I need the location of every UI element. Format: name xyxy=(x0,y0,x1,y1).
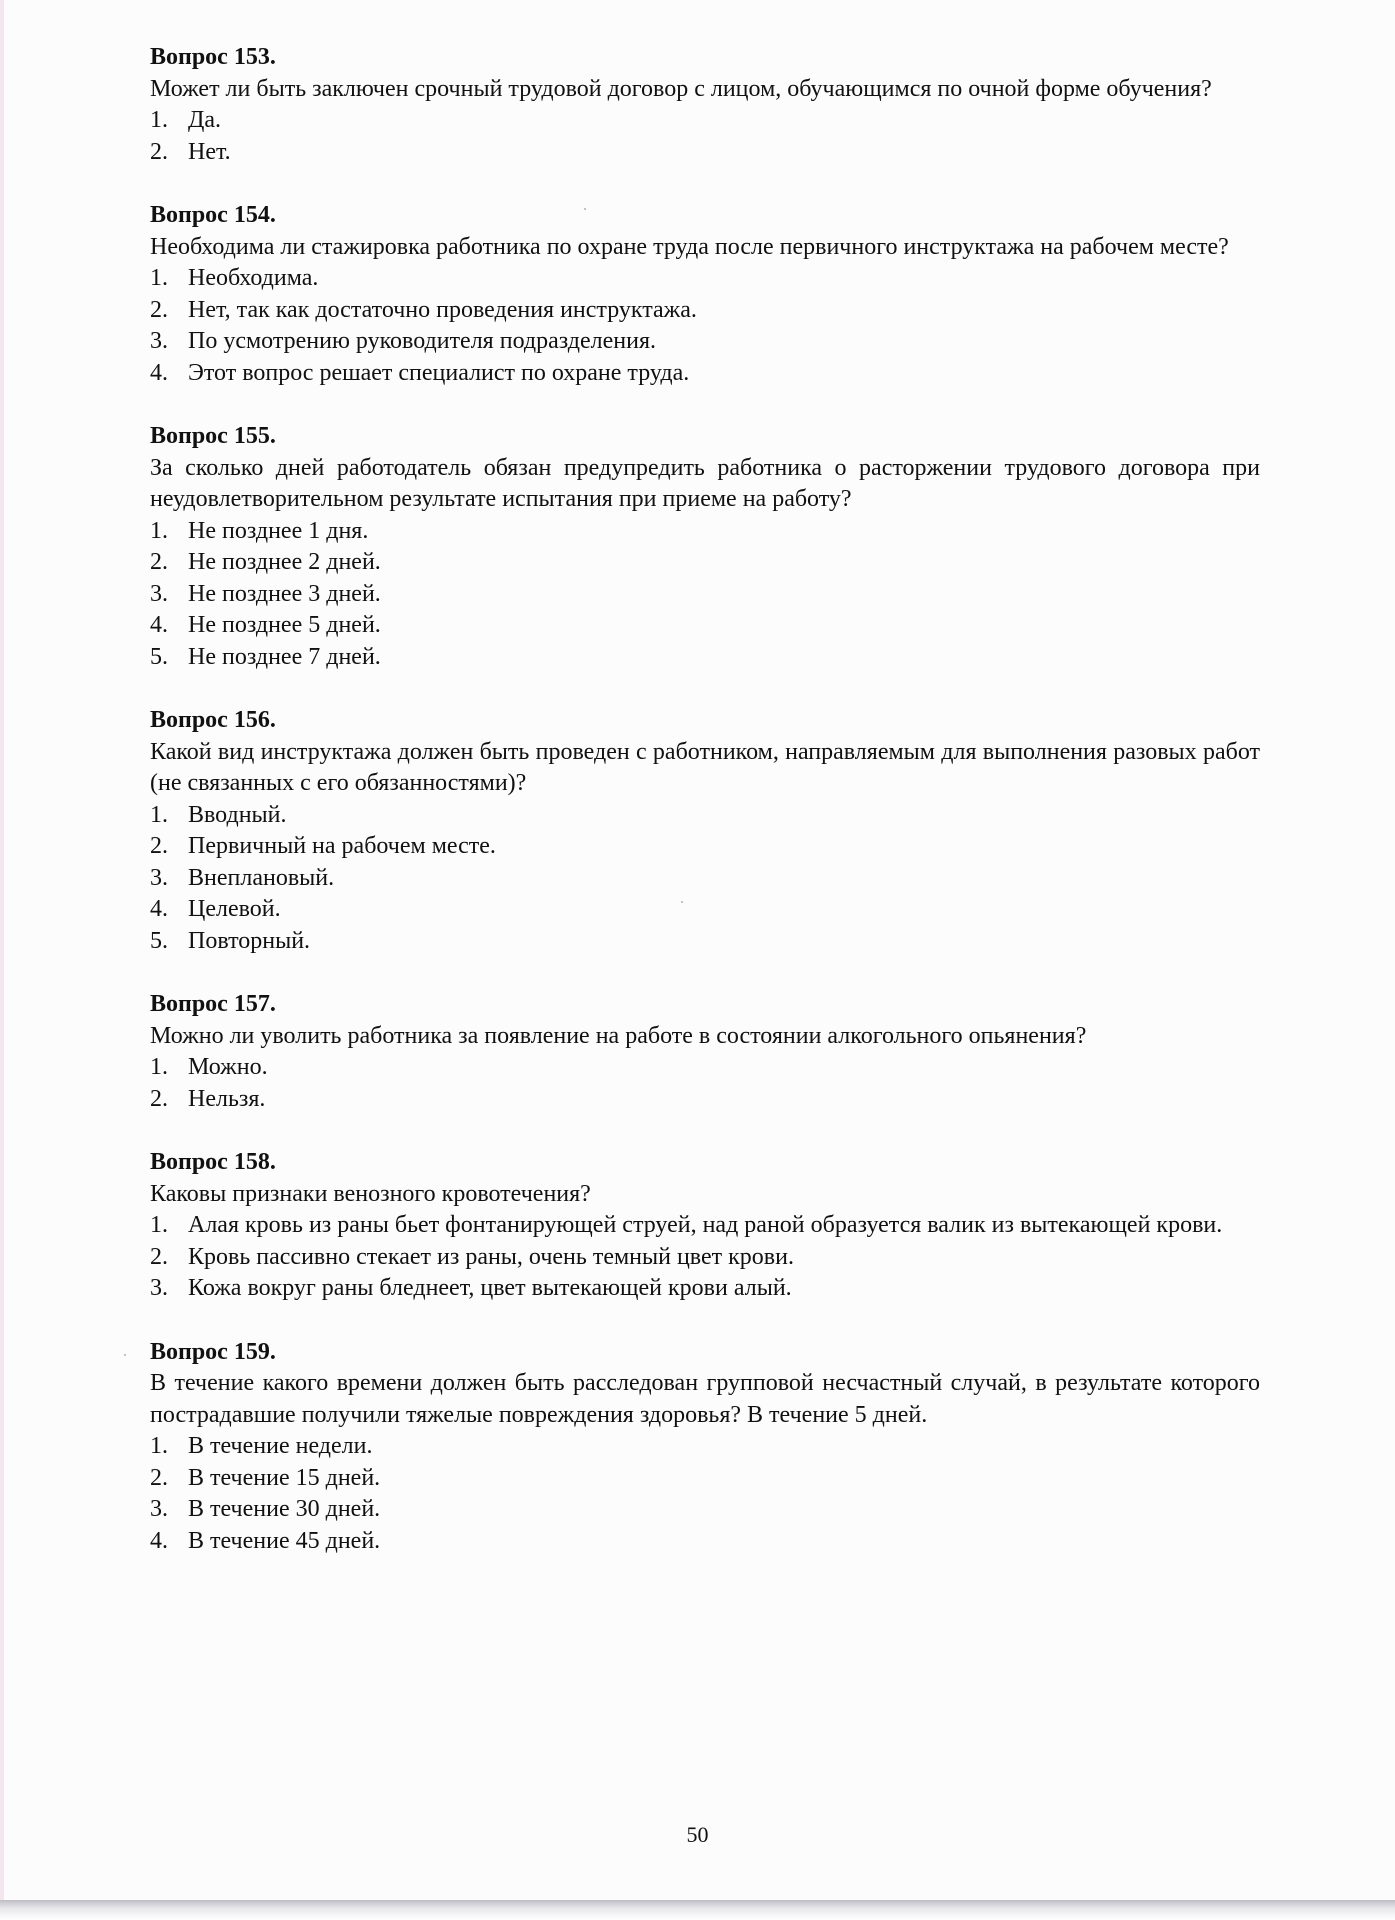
scan-speck xyxy=(124,1354,126,1356)
answer-option xyxy=(150,1084,1260,1116)
option-number: 1. xyxy=(150,107,168,133)
option-number: 1. xyxy=(150,1212,168,1238)
scan-speck xyxy=(584,208,586,210)
answer-option xyxy=(150,1526,1260,1558)
answer-option xyxy=(150,1210,1260,1242)
answer-option xyxy=(150,894,1260,926)
question-154 xyxy=(150,200,1260,389)
answer-option xyxy=(150,1052,1260,1084)
option-number: 1. xyxy=(150,801,168,828)
question-157 xyxy=(150,989,1260,1115)
option-number: 2. xyxy=(150,1243,168,1270)
option-text: Внеплановый. xyxy=(188,864,335,891)
answer-option xyxy=(150,831,1260,863)
questions-list xyxy=(150,42,1260,1589)
option-number: 4. xyxy=(150,359,168,386)
option-text: Нельзя. xyxy=(188,1085,266,1112)
question-title: Вопрос 153. xyxy=(150,44,276,70)
option-text: Целевой. xyxy=(188,896,281,922)
answer-option xyxy=(150,516,1260,548)
answer-option xyxy=(150,926,1260,958)
question-title: Вопрос 155. xyxy=(150,423,276,449)
question-159 xyxy=(150,1337,1260,1558)
option-number: 4. xyxy=(150,896,168,922)
question-text: Какой вид инструктажа должен быть проведен с работником, направляемым для выполнения разовых работ (не связанных с его обязанностями)? xyxy=(150,738,1260,796)
option-text: В течение 45 дней. xyxy=(188,1527,381,1554)
option-number: 3. xyxy=(150,1496,168,1522)
question-158 xyxy=(150,1147,1260,1305)
answer-option xyxy=(150,295,1260,327)
option-text: Не позднее 7 дней. xyxy=(188,643,381,670)
question-text: Может ли быть заключен срочный трудовой договор с лицом, обучающимся по очной форме обучения? xyxy=(150,75,1212,102)
option-number: 2. xyxy=(150,833,168,859)
question-title: Вопрос 159. xyxy=(150,1338,276,1365)
answer-options xyxy=(150,1210,1260,1305)
option-text: Можно. xyxy=(188,1054,268,1080)
option-text: Не позднее 2 дней. xyxy=(188,549,381,575)
answer-option xyxy=(150,1463,1260,1495)
answer-option xyxy=(150,137,1260,169)
option-number: 2. xyxy=(150,1085,168,1112)
option-text: По усмотрению руководителя подразделения. xyxy=(188,328,656,354)
answer-option xyxy=(150,863,1260,895)
answer-option xyxy=(150,547,1260,579)
scan-speck xyxy=(681,901,683,903)
option-number: 3. xyxy=(150,1275,168,1301)
option-text: Не позднее 3 дней. xyxy=(188,580,381,607)
option-text: Повторный. xyxy=(188,927,311,954)
question-title: Вопрос 156. xyxy=(150,707,276,733)
question-text: В течение какого времени должен быть расследован групповой несчастный случай, в результате которого пострадавшие получили тяжелые повреждения здоровья? В течение 5 дней. xyxy=(150,1370,1260,1428)
answer-option xyxy=(150,326,1260,358)
option-number: 3. xyxy=(150,328,168,354)
answer-options xyxy=(150,1431,1260,1557)
answer-option xyxy=(150,358,1260,390)
question-title: Вопрос 157. xyxy=(150,991,276,1017)
option-number: 1. xyxy=(150,1054,168,1080)
question-text: Можно ли уволить работника за появление на работе в состоянии алкогольного опьянения? xyxy=(150,1022,1087,1049)
answer-option xyxy=(150,1273,1260,1305)
option-number: 1. xyxy=(150,265,168,291)
answer-option xyxy=(150,1431,1260,1463)
answer-option xyxy=(150,800,1260,832)
question-text: За сколько дней работодатель обязан предупредить работника о расторжении трудового договора при неудовлетворительном результате испытания при приеме на работу? xyxy=(150,454,1260,512)
answer-options xyxy=(150,105,1260,168)
option-number: 5. xyxy=(150,643,168,670)
option-number: 4. xyxy=(150,612,168,638)
option-number: 3. xyxy=(150,864,168,891)
answer-option xyxy=(150,105,1260,137)
answer-options xyxy=(150,800,1260,958)
answer-option xyxy=(150,1494,1260,1526)
question-153 xyxy=(150,42,1260,168)
question-title: Вопрос 154. xyxy=(150,202,276,228)
answer-option xyxy=(150,579,1260,611)
option-number: 2. xyxy=(150,1464,168,1491)
page-bottom-edge xyxy=(0,1900,1395,1920)
answer-option xyxy=(150,1242,1260,1274)
option-number: 4. xyxy=(150,1527,168,1554)
option-text: Вводный. xyxy=(188,801,287,828)
page-number: 50 xyxy=(686,1822,709,1847)
option-number: 1. xyxy=(150,517,168,544)
option-text: Кожа вокруг раны бледнеет, цвет вытекающей крови алый. xyxy=(188,1275,792,1301)
option-text: Кровь пассивно стекает из раны, очень темный цвет крови. xyxy=(188,1243,794,1270)
question-text: Каковы признаки венозного кровотечения? xyxy=(150,1180,591,1207)
answer-options xyxy=(150,263,1260,389)
option-text: В течение недели. xyxy=(188,1433,373,1459)
option-text: Не позднее 5 дней. xyxy=(188,612,381,638)
option-text: Нет, так как достаточно проведения инструктажа. xyxy=(188,296,697,323)
answer-options xyxy=(150,516,1260,674)
option-text: В течение 15 дней. xyxy=(188,1464,381,1491)
option-number: 2. xyxy=(150,138,168,165)
question-156 xyxy=(150,705,1260,957)
option-text: Да. xyxy=(188,107,222,133)
answer-option xyxy=(150,263,1260,295)
option-text: Этот вопрос решает специалист по охране труда. xyxy=(188,359,690,386)
answer-option xyxy=(150,642,1260,674)
answer-option xyxy=(150,610,1260,642)
question-title: Вопрос 158. xyxy=(150,1149,276,1175)
option-text: Необходима. xyxy=(188,265,319,291)
option-text: Первичный на рабочем месте. xyxy=(188,833,496,859)
answer-options xyxy=(150,1052,1260,1115)
option-text: Нет. xyxy=(188,138,231,165)
page-edge xyxy=(0,0,4,1900)
option-number: 3. xyxy=(150,580,168,607)
question-155 xyxy=(150,421,1260,673)
option-text: В течение 30 дней. xyxy=(188,1496,381,1522)
option-number: 2. xyxy=(150,549,168,575)
option-text: Алая кровь из раны бьет фонтанирующей струей, над раной образуется валик из вытекающей крови. xyxy=(188,1212,1223,1238)
option-text: Не позднее 1 дня. xyxy=(188,517,369,544)
question-text: Необходима ли стажировка работника по охране труда после первичного инструктажа на рабочем месте? xyxy=(150,233,1229,260)
option-number: 5. xyxy=(150,927,168,954)
option-number: 1. xyxy=(150,1433,168,1459)
option-number: 2. xyxy=(150,296,168,323)
